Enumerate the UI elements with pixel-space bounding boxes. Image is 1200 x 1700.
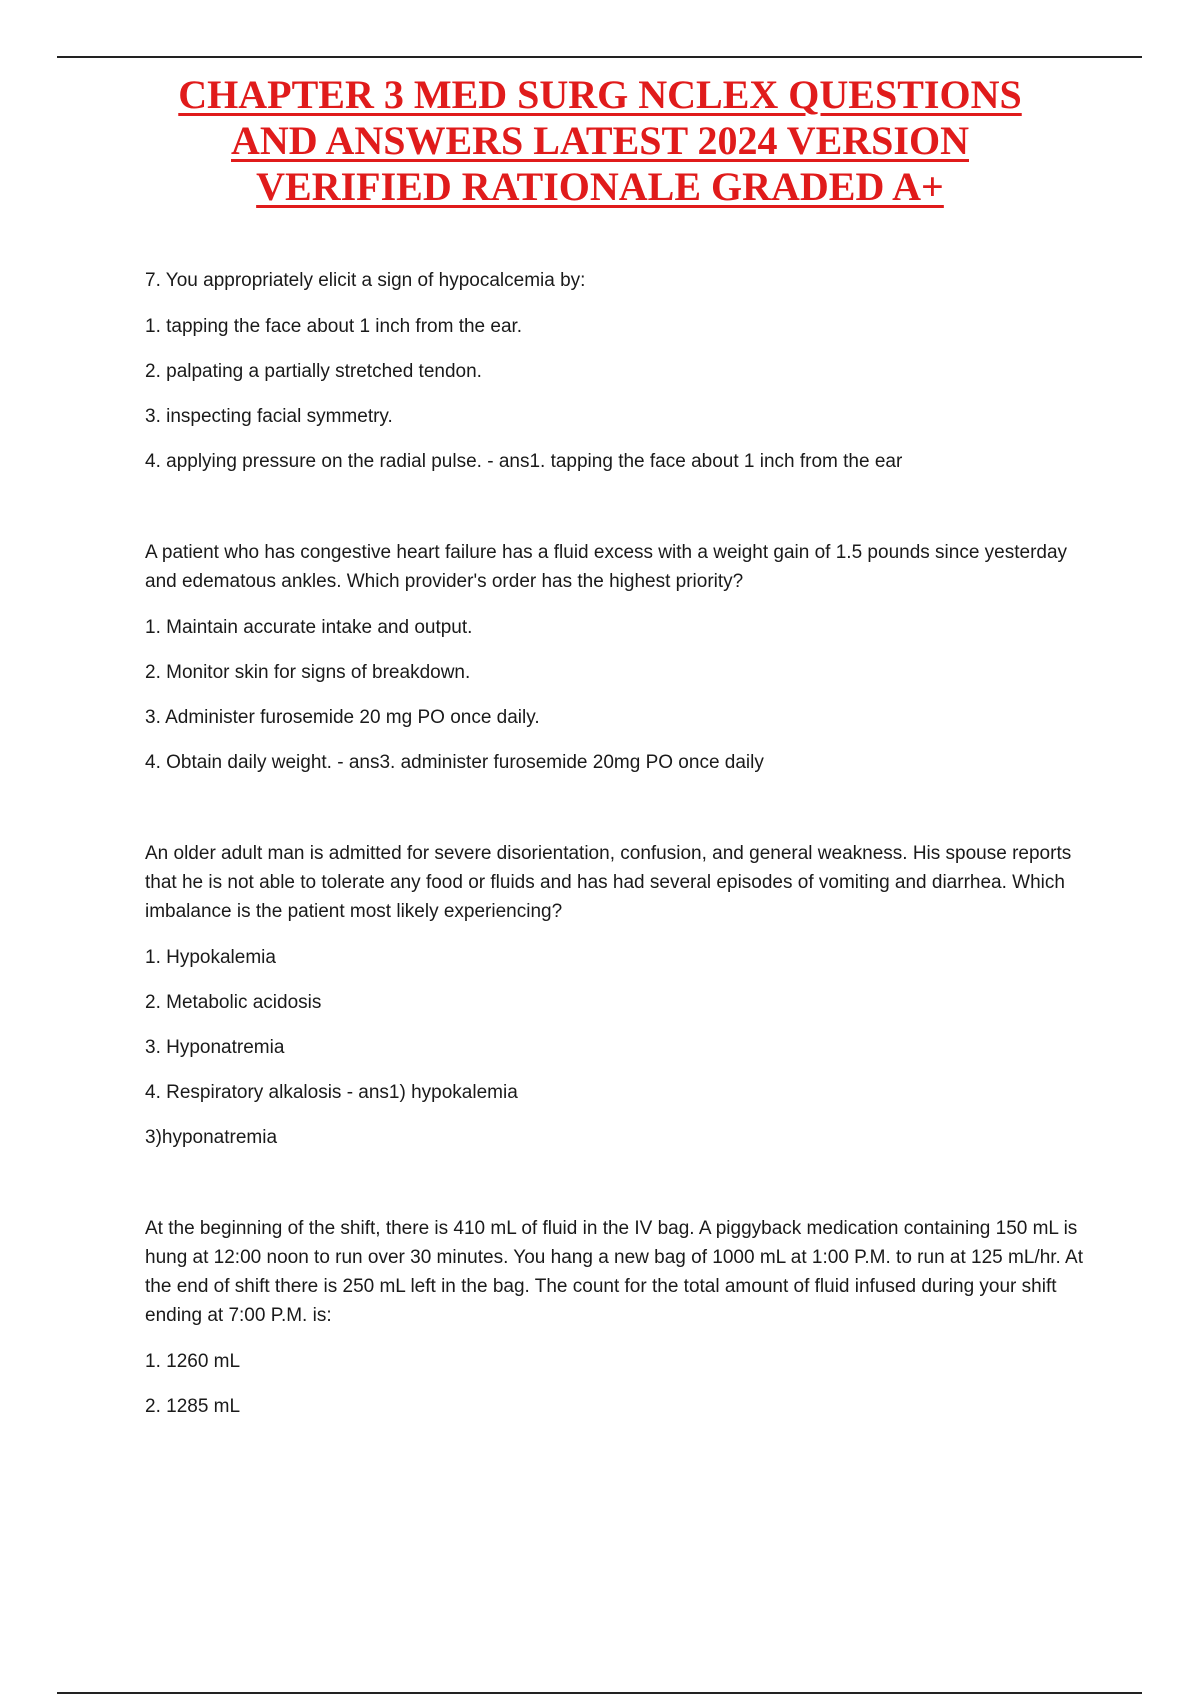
question-block xyxy=(145,1214,1095,1421)
title-line: VERIFIED RATIONALE GRADED A+ xyxy=(256,164,944,209)
title-line: CHAPTER 3 MED SURG NCLEX QUESTIONS xyxy=(178,72,1022,117)
answer-option: 2. 1285 mL xyxy=(145,1396,241,1417)
document-title xyxy=(100,72,1100,210)
answer-option: 1. 1260 mL xyxy=(145,1351,241,1372)
answer-option-with-key: 4. applying pressure on the radial pulse. - ans1. tapping the face about 1 inch from the ear xyxy=(145,451,903,472)
answer-option: 1. Hypokalemia xyxy=(145,947,276,968)
answer-option: 1. Maintain accurate intake and output. xyxy=(145,617,473,638)
question-block xyxy=(145,538,1095,777)
answer-option: 2. Monitor skin for signs of breakdown. xyxy=(145,662,471,683)
top-rule xyxy=(57,56,1142,58)
answer-option-with-key: 4. Respiratory alkalosis - ans1) hypokalemia xyxy=(145,1082,518,1103)
answer-option-with-key: 4. Obtain daily weight. - ans3. administer furosemide 20mg PO once daily xyxy=(145,752,764,773)
question-stem: A patient who has congestive heart failure has a fluid excess with a weight gain of 1.5 pounds since yesterday and edematous ankles. Which provider's order has the highest priority? xyxy=(145,542,1068,592)
question-block xyxy=(145,266,1095,476)
question-stem: At the beginning of the shift, there is 410 mL of fluid in the IV bag. A piggyback medication containing 150 mL is hung at 12:00 noon to run over 30 minutes. You hang a new bag of 1000 mL at 1:00 P.M. to run at 125 mL/hr. At the end of shift there is 250 mL left in the bag. The count for the total amount of fluid infused during your shift ending at 7:00 P.M. is: xyxy=(145,1218,1084,1326)
answer-option: 2. palpating a partially stretched tendon. xyxy=(145,361,482,382)
title-line: AND ANSWERS LATEST 2024 VERSION xyxy=(231,118,969,163)
question-block xyxy=(145,839,1095,1152)
question-stem: An older adult man is admitted for severe disorientation, confusion, and general weakness. His spouse reports that he is not able to tolerate any food or fluids and has had several episodes of vomiting and diarrhea. Which imbalance is the patient most likely experiencing? xyxy=(145,843,1072,922)
answer-key-continuation: 3)hyponatremia xyxy=(145,1127,278,1148)
answer-option: 2. Metabolic acidosis xyxy=(145,992,322,1013)
document-body xyxy=(145,266,1095,1483)
answer-option: 3. inspecting facial symmetry. xyxy=(145,406,393,427)
answer-option: 3. Administer furosemide 20 mg PO once daily. xyxy=(145,707,540,728)
answer-option: 3. Hyponatremia xyxy=(145,1037,285,1058)
question-stem: 7. You appropriately elicit a sign of hypocalcemia by: xyxy=(145,270,586,291)
bottom-rule xyxy=(57,1692,1142,1694)
answer-option: 1. tapping the face about 1 inch from the ear. xyxy=(145,316,523,337)
